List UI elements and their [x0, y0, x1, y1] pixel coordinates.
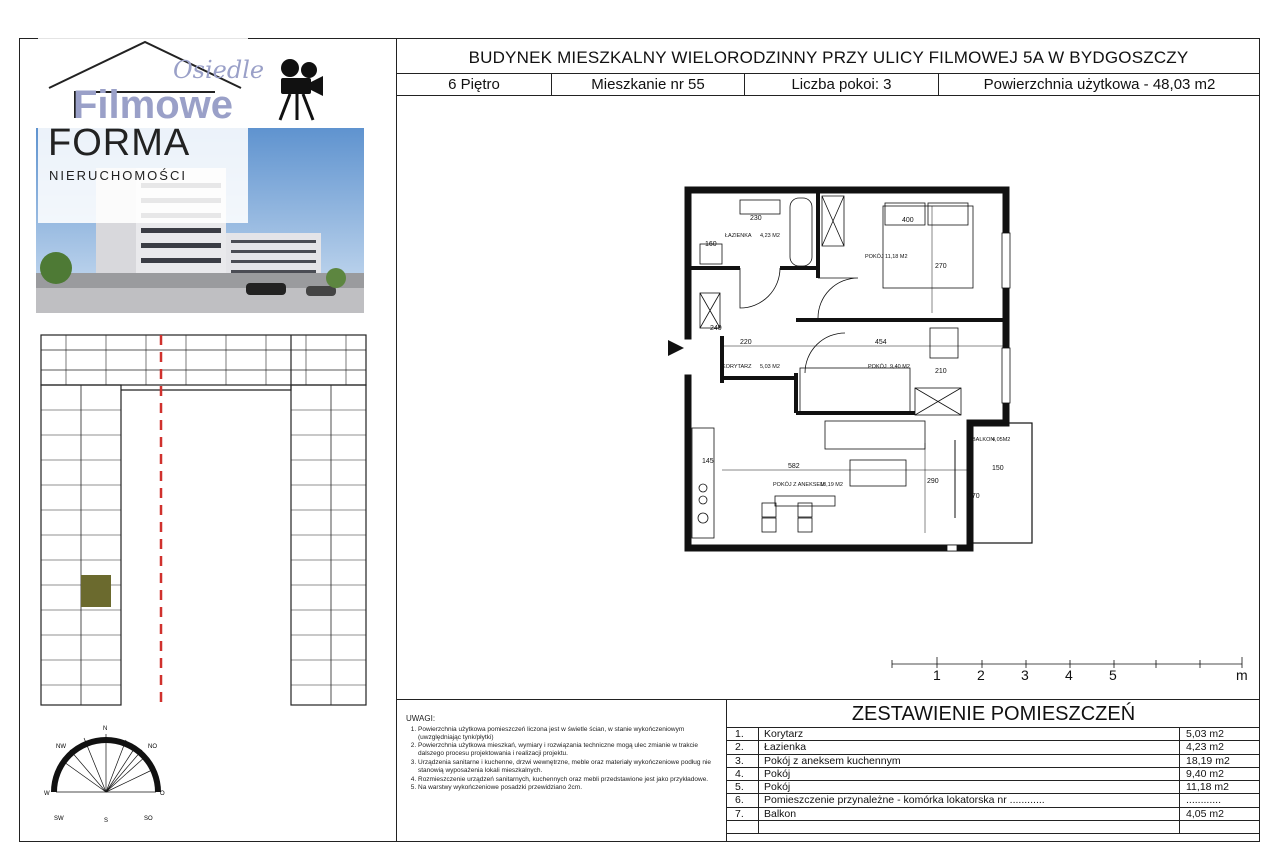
svg-text:240: 240 — [710, 325, 722, 332]
svg-text:2: 2 — [977, 667, 985, 683]
notes-block — [397, 699, 726, 842]
table-row: 5. Pokój 11,18 m2 — [727, 781, 1260, 794]
note-item: 5. Na warstwy wykończeniowe posadzki przewidziano 2cm. — [418, 784, 716, 792]
svg-text:230: 230 — [750, 215, 762, 222]
compass-rose — [44, 722, 164, 822]
svg-text:POKÓJ: POKÓJ — [865, 254, 884, 260]
svg-text:3: 3 — [1021, 667, 1029, 683]
svg-text:18,19 M2: 18,19 M2 — [820, 482, 843, 488]
svg-text:m: m — [1236, 667, 1248, 683]
svg-text:5: 5 — [1109, 667, 1117, 683]
table-row: 2. Łazienka 4,23 m2 — [727, 741, 1260, 754]
rooms-table — [726, 699, 1260, 842]
floor-label: 6 Piętro — [397, 74, 552, 96]
svg-text:SW: SW — [54, 816, 64, 822]
svg-text:160: 160 — [705, 241, 717, 248]
notes-heading: UWAGI: — [406, 714, 436, 723]
svg-text:NW: NW — [56, 744, 66, 750]
svg-text:582: 582 — [788, 463, 800, 470]
note-item: 3. Urządzenia sanitarne i kuchenne, drzwi wewnętrzne, meble oraz materiały wykończeniowe podług nie stanowią wyposażenia lokali mieszkalnych. — [418, 759, 716, 775]
usable-area: Powierzchnia użytkowa - 48,03 m2 — [983, 76, 1216, 93]
notes-list — [406, 726, 716, 792]
svg-text:4: 4 — [1065, 667, 1073, 683]
svg-text:POKÓJ Z ANEKSEM: POKÓJ Z ANEKSEM — [773, 482, 825, 488]
svg-text:NO: NO — [148, 744, 157, 750]
apartment-number: Mieszkanie nr 55 — [552, 74, 745, 96]
note-item: 4. Rozmieszczenie urządzeń sanitarnych, kuchennych oraz mebli przedstawione jest jako przykładowe. — [418, 776, 716, 784]
table-row: 6. Pomieszczenie przynależne - komórka lokatorska nr ............ ............ — [727, 794, 1260, 807]
svg-text:4,05M2: 4,05M2 — [992, 437, 1011, 443]
svg-text:220: 220 — [740, 339, 752, 346]
note-item: 2. Powierzchnia użytkowa mieszkań, wymiary i rozwiązania techniczne mogą ulec zmianie w trakcie dalszego procesu projektowania i realizacji projektu. — [418, 742, 716, 758]
apartment-floor-plan — [640, 178, 1050, 573]
svg-text:270: 270 — [968, 493, 980, 500]
svg-text:145: 145 — [702, 458, 714, 465]
svg-text:150: 150 — [992, 465, 1004, 472]
svg-text:Osiedle: Osiedle — [173, 56, 265, 84]
apartment-highlight — [81, 575, 111, 607]
svg-text:O: O — [160, 791, 165, 797]
osiedle-filmowe-logo — [45, 40, 330, 125]
svg-text:290: 290 — [927, 478, 939, 485]
building-location-plan — [36, 330, 376, 715]
svg-text:ŁAZIENKA: ŁAZIENKA — [725, 233, 752, 239]
rooms-table-title: ZESTAWIENIE POMIESZCZEŃ — [727, 700, 1260, 728]
svg-text:11,18 M2: 11,18 M2 — [885, 254, 908, 260]
table-row: 1. Korytarz 5,03 m2 — [727, 728, 1260, 741]
note-item: 1. Powierzchnia użytkowa pomieszczeń liczona jest w świetle ścian, w stanie wykończeniowym (uwzględniając tynk/płytki) — [418, 726, 716, 742]
svg-text:S: S — [104, 818, 109, 824]
svg-text:SO: SO — [144, 816, 153, 822]
svg-text:N: N — [103, 726, 108, 732]
table-row: 7. Balkon 4,05 m2 — [727, 808, 1260, 821]
svg-text:Filmowe: Filmowe — [73, 83, 234, 127]
apartment-info-row — [397, 74, 1260, 96]
svg-text:9,40 M2: 9,40 M2 — [890, 364, 910, 370]
table-row: 3. Pokój z aneksem kuchennym 18,19 m2 — [727, 755, 1260, 768]
svg-text:1: 1 — [933, 667, 941, 683]
svg-text:400: 400 — [902, 217, 914, 224]
svg-text:270: 270 — [935, 263, 947, 270]
svg-text:W: W — [44, 791, 50, 797]
svg-text:5,03 M2: 5,03 M2 — [760, 364, 780, 370]
company-name: FORMA — [48, 122, 191, 164]
svg-text:KORYTARZ: KORYTARZ — [722, 364, 752, 370]
company-subtitle: NIERUCHOMOŚCI — [49, 168, 187, 183]
building-title: BUDYNEK MIESZKALNY WIELORODZINNY PRZY ULICY FILMOWEJ 5A W BYDGOSZCZY — [397, 38, 1260, 74]
rooms-count: Liczba pokoi: 3 — [745, 74, 939, 96]
table-row — [727, 821, 1260, 834]
table-row: 4. Pokój 9,40 m2 — [727, 768, 1260, 781]
svg-text:454: 454 — [875, 339, 887, 346]
svg-text:BALKON: BALKON — [972, 437, 995, 443]
svg-text:POKÓJ: POKÓJ — [868, 364, 887, 370]
svg-text:4,23 M2: 4,23 M2 — [760, 233, 780, 239]
svg-text:210: 210 — [935, 368, 947, 375]
scale-bar — [890, 652, 1250, 682]
